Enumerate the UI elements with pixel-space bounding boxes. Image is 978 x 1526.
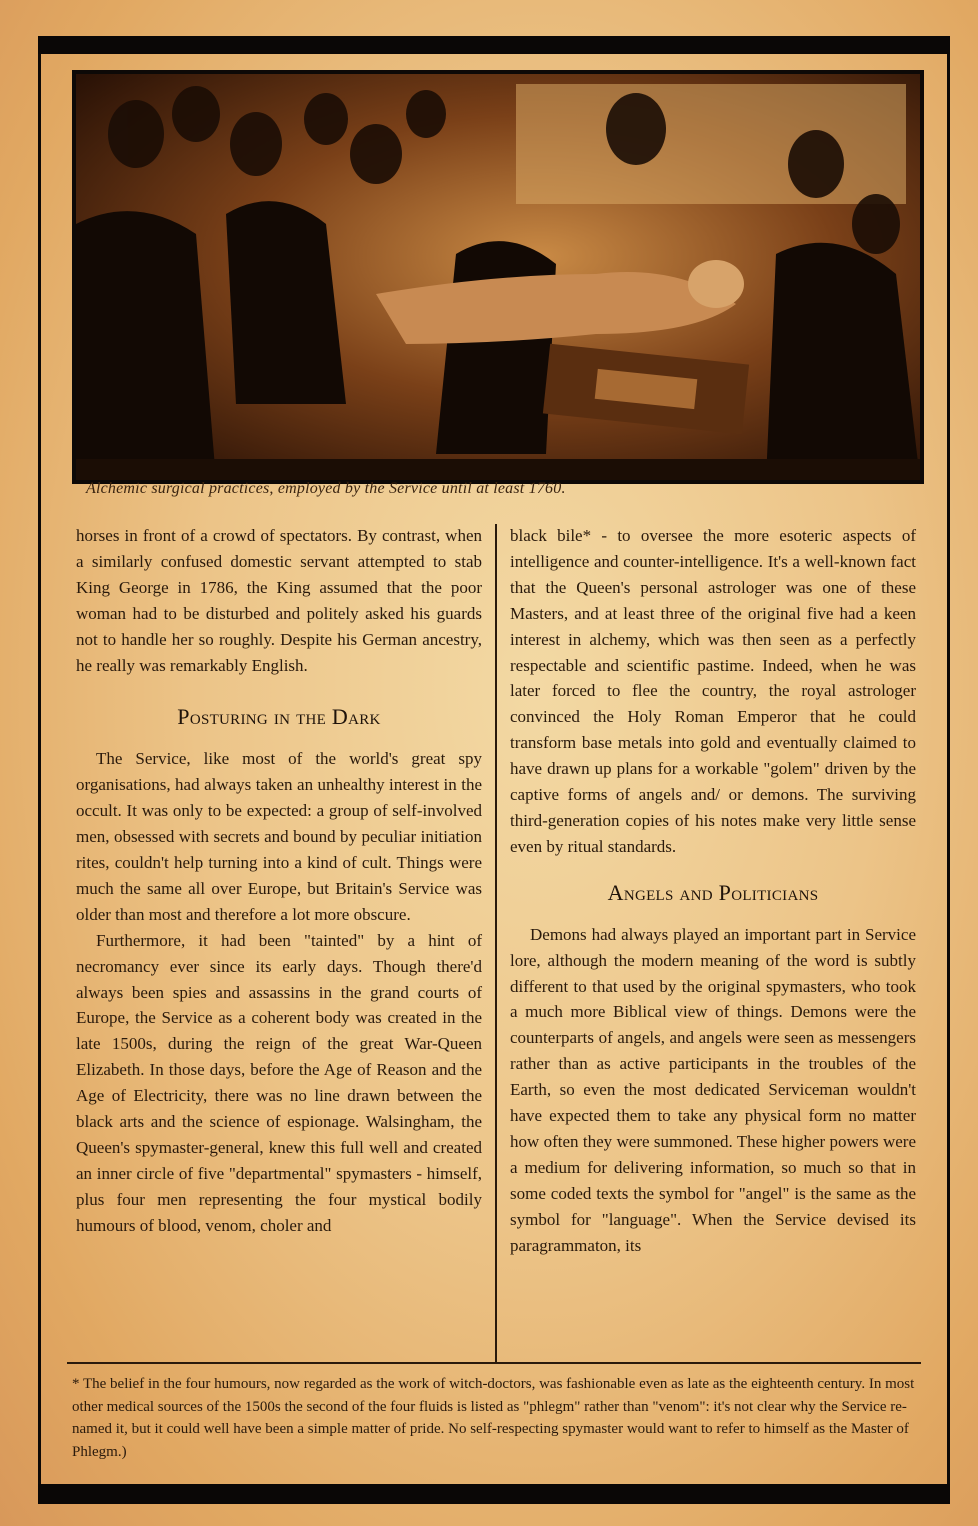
bottom-border-bar	[38, 1484, 950, 1504]
left-paragraph-1: horses in front of a crowd of spectators. By contrast, when a similarly confused domestic servant attempted to stab King George in 1786, the King assumed that the poor woman had to be disturbed and politely asked his guards not to handle her so roughly. Despite his German ancestry, he really was remarkably English.	[76, 526, 482, 675]
illustration-artwork	[76, 74, 920, 480]
top-border-bar	[38, 36, 950, 54]
left-paragraph-3: Furthermore, it had been "tainted" by a hint of necromancy ever since its early days. Though there'd always been spies and assassins in the grand courts of Europe, the Service as a coherent body was created in the late 1500s, during the reign of the great War-Queen Elizabeth. In those days, before the Age of Reason and the Age of Electricity, there was no line drawn between the black arts and the science of espionage. Walsingham, the Queen's spymaster-general, knew this full well and created an inner circle of five "departmental" spymasters - himself, plus four men representing the four mystical bodily humours of blood, venom, choler and	[76, 930, 482, 1235]
section-heading-posturing: Posturing in the Dark	[177, 704, 381, 730]
left-column	[76, 523, 482, 1239]
column-divider	[495, 524, 497, 1362]
right-column	[510, 523, 916, 1258]
right-paragraph-1: black bile* - to oversee the more esoteric aspects of intelligence and counter-intelligence. It's a well-known fact that the Queen's personal astrologer was one of these Masters, and at least three of the original five had a keen interest in alchemy, which was then seen as a perfectly respectable and scientific pastime. Indeed, when he was later forced to flee the country, the royal astrologer convinced the Holy Roman Emperor that he could transform base metals into gold and eventually claimed to have drawn up plans for a workable "golem" driven by the captive forms of angels and/ or demons. The surviving third-generation copies of his notes make very little sense even by ritual standards.	[510, 526, 916, 856]
right-border-rule	[947, 54, 950, 1484]
left-border-rule	[38, 54, 41, 1484]
left-paragraph-2: The Service, like most of the world's great spy organisations, had always taken an unhealthy interest in the occult. It was only to be expected: a group of self-involved men, obsessed with secrets and bound by peculiar initiation rites, couldn't help turning into a kind of cult. Things were much the same all over Europe, but Britain's Service was older than most and therefore a lot more obscure.	[76, 749, 482, 924]
footnote-rule	[67, 1362, 921, 1364]
footnote: * The belief in the four humours, now regarded as the work of witch-doctors, was fashionable even as late as the eighteenth century. In most other medical sources of the 1500s the second of the four fluids is listed as "phlegm" rather than "venom": it's not clear why the Service re-named it, but it could well have been a simple matter of pride. No self-respecting spymaster would want to refer to himself as the Master of Phlegm.)	[72, 1376, 915, 1460]
illustration-caption: Alchemic surgical practices, employed by the Service until at least 1760.	[86, 480, 566, 497]
page-frame	[38, 36, 950, 1504]
right-paragraph-2: Demons had always played an important part in Service lore, although the modern meaning of the word is subtly different to that used by the original spymasters, who took a much more Biblical view of things. Demons were the counterparts of angels, and angels were seen as messengers rather than as active participants in the troubles of the Earth, so even the most dedicated Serviceman wouldn't have expected them to take any physical form no matter how often they were summoned. These higher powers were a medium for delivering information, so much so that in some coded texts the symbol for "angel" is the same as the symbol for "language". When the Service devised its paragrammaton, its	[510, 924, 916, 1255]
surgery-scene-illustration	[72, 70, 924, 484]
section-heading-angels: Angels and Politicians	[607, 879, 819, 905]
